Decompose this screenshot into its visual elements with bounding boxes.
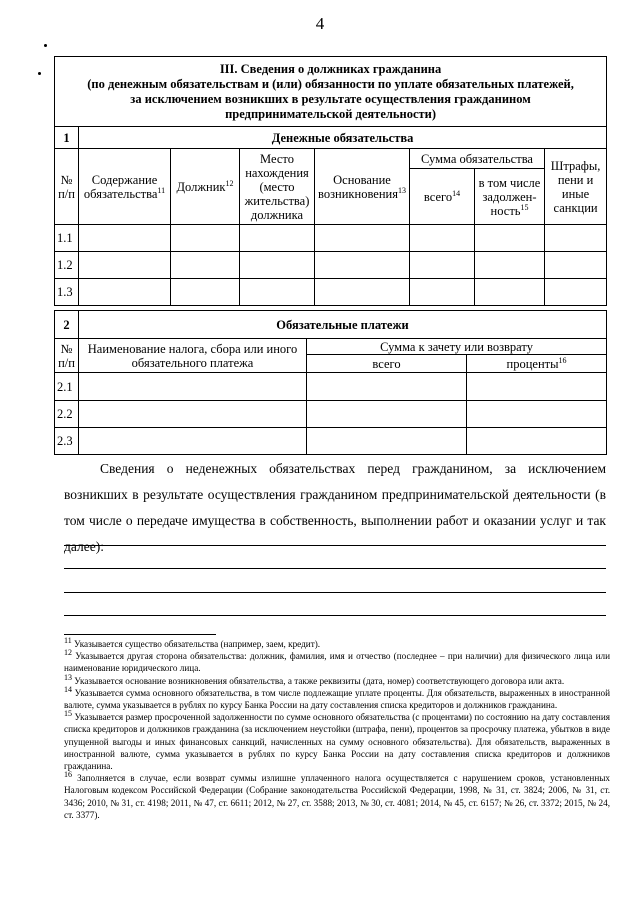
- row-number: 1.1: [55, 225, 79, 252]
- cell-basis[interactable]: [315, 225, 410, 252]
- footnote-ref-14: 14: [452, 188, 461, 198]
- cell-overdue[interactable]: [475, 252, 545, 279]
- scan-speck: [44, 44, 47, 47]
- section-title-line3: за исключением возникших в результате осуществления гражданином: [130, 91, 531, 106]
- header-debtor: [171, 149, 240, 225]
- mandatory-payments-table: [54, 310, 607, 455]
- header-overdue-label: в том числе задолжен-ность: [478, 175, 541, 218]
- header-location: Место нахождения (место жительства) должника: [240, 149, 315, 225]
- cell-percent[interactable]: [467, 428, 607, 455]
- header-no-2: № п/п: [55, 339, 79, 373]
- cell-percent[interactable]: [467, 401, 607, 428]
- section-title-line1: III. Сведения о должниках гражданина: [219, 61, 442, 76]
- cell-location[interactable]: [240, 279, 315, 306]
- block2-title: Обязательные платежи: [79, 311, 607, 339]
- cell-debtor[interactable]: [171, 279, 240, 306]
- header-no: № п/п: [55, 149, 79, 225]
- scan-speck: [38, 72, 41, 75]
- cell-penalties[interactable]: [545, 225, 607, 252]
- cell-tax-name[interactable]: [79, 428, 307, 455]
- cell-total[interactable]: [307, 401, 467, 428]
- footnote-separator: [64, 634, 216, 635]
- block1-number: 1: [55, 127, 79, 149]
- footnote-13: $^{13}$ Указывается основание возникновения обязательства, а также реквизиты (дата, номер) соответствующего договора или акта.: [64, 672, 565, 686]
- cell-basis[interactable]: [315, 252, 410, 279]
- footnote-11: $^{11}$ Указывается существо обязательства (например, заем, кредит).: [64, 635, 321, 649]
- table-row: [55, 401, 607, 428]
- header-percent-label: проценты: [506, 356, 559, 371]
- section-title: [55, 57, 607, 127]
- header-content-label: Содержание обязательства: [83, 172, 158, 201]
- cell-debtor[interactable]: [171, 252, 240, 279]
- header-basis: [315, 149, 410, 225]
- header-total: [410, 169, 475, 225]
- cell-percent[interactable]: [467, 373, 607, 401]
- footnote-14: $^{14}$ Указывается сумма основного обязательства, в том числе подлежащие уплате проценты. Для обязательств, выраженных в иностранной валюте, сумма указывается в рублях по курсу Банка России на дату составления списка кредиторов и должников гражданина.: [64, 684, 611, 711]
- cell-total[interactable]: [307, 373, 467, 401]
- cell-debtor[interactable]: [171, 225, 240, 252]
- cell-total[interactable]: [410, 225, 475, 252]
- footnote-ref-15: 15: [520, 202, 529, 212]
- fill-line[interactable]: [64, 545, 606, 546]
- table-row: [55, 428, 607, 455]
- header-offset-amount: Сумма к зачету или возврату: [307, 339, 607, 355]
- row-number: 2.3: [55, 428, 79, 455]
- table-row: [55, 225, 607, 252]
- cell-total[interactable]: [307, 428, 467, 455]
- row-number: 2.2: [55, 401, 79, 428]
- non-monetary-obligations-label: Сведения о неденежных обязательствах перед гражданином, за исключением возникших в результате осуществления гражданином предпринимательской деятельности (в том числе о передаче имущества в собственность, выполнении работ и оказании услуг и так далее):: [64, 461, 606, 554]
- cell-total[interactable]: [410, 252, 475, 279]
- cell-penalties[interactable]: [545, 279, 607, 306]
- cell-location[interactable]: [240, 225, 315, 252]
- footnote-ref-13: 13: [397, 185, 406, 195]
- cell-penalties[interactable]: [545, 252, 607, 279]
- footnote-ref-16: 16: [558, 355, 567, 365]
- section-title-line2: (по денежным обязательствам и (или) обязанности по уплате обязательных платежей,: [87, 76, 574, 91]
- page-number: 4: [315, 14, 325, 33]
- cell-overdue[interactable]: [475, 279, 545, 306]
- header-total-2: всего: [307, 355, 467, 373]
- section-title-line4: предпринимательской деятельности): [225, 106, 436, 121]
- header-total-label: всего: [423, 189, 453, 204]
- debtors-table: [54, 56, 607, 306]
- cell-tax-name[interactable]: [79, 373, 307, 401]
- footnotes: [64, 635, 611, 821]
- cell-content[interactable]: [79, 252, 171, 279]
- cell-total[interactable]: [410, 279, 475, 306]
- header-percent: [467, 355, 607, 373]
- table-row: [55, 373, 607, 401]
- cell-tax-name[interactable]: [79, 401, 307, 428]
- footnote-ref-12: 12: [225, 178, 234, 188]
- header-basis-label: Основание возникновения: [318, 172, 398, 201]
- block1-title: Денежные обязательства: [79, 127, 607, 149]
- row-number: 2.1: [55, 373, 79, 401]
- footnote-ref-11: 11: [157, 185, 166, 195]
- footnote-16: $^{16}$ Заполняется в случае, если возврат суммы излишне уплаченного налога осуществляется с нарушением сроков, установленных Налоговым кодексом Российской Федерации (Собрание законодательства Российской Федерации, 1998, № 31, ст. 3824; 2006, № 31, ст. 3436; 2010, № 31, ст. 4198; 2011, № 47, ст. 6611; 2012, № 27, ст. 3588; 2013, № 30, ст. 4081; 2014, № 45, ст. 6157; № 26, ст. 3372; 2015, № 24, ст. 3377).: [64, 770, 611, 820]
- header-debtor-label: Должник: [176, 179, 226, 194]
- cell-basis[interactable]: [315, 279, 410, 306]
- table-row: [55, 279, 607, 306]
- row-number: 1.3: [55, 279, 79, 306]
- cell-content[interactable]: [79, 279, 171, 306]
- cell-location[interactable]: [240, 252, 315, 279]
- footnote-15: $^{15}$ Указывается размер просроченной задолженности по сумме основного обязательства (с процентами) по состоянию на дату составления списка кредиторов и должников гражданина (за исключением неустойки (штрафа, пени), процентов за просрочку платежа, убытков в виде упущенной выгоды и иных финансовых санкций, начисленных на сумму основного обязательства). Для обязательств, выраженных в иностранной валюте, сумма указывается в рублях по курсу Банка России на дату составления списка кредиторов и должников гражданина.: [64, 709, 610, 772]
- header-penalties: Штрафы, пени и иные санкции: [545, 149, 607, 225]
- table-row: [55, 252, 607, 279]
- fill-line[interactable]: [64, 592, 606, 593]
- header-amount: Сумма обязательства: [410, 149, 545, 169]
- cell-content[interactable]: [79, 225, 171, 252]
- cell-overdue[interactable]: [475, 225, 545, 252]
- header-tax-name: Наименование налога, сбора или иного обязательного платежа: [79, 339, 307, 373]
- row-number: 1.2: [55, 252, 79, 279]
- header-content: [79, 149, 171, 225]
- footnote-12: $^{12}$ Указывается другая сторона обязательства: должник, фамилия, имя и отчество (последнее – при наличии) для физического лица или наименование юридического лица.: [64, 648, 610, 674]
- fill-line[interactable]: [64, 568, 606, 569]
- block2-number: 2: [55, 311, 79, 339]
- header-overdue: [475, 169, 545, 225]
- fill-line[interactable]: [64, 615, 606, 616]
